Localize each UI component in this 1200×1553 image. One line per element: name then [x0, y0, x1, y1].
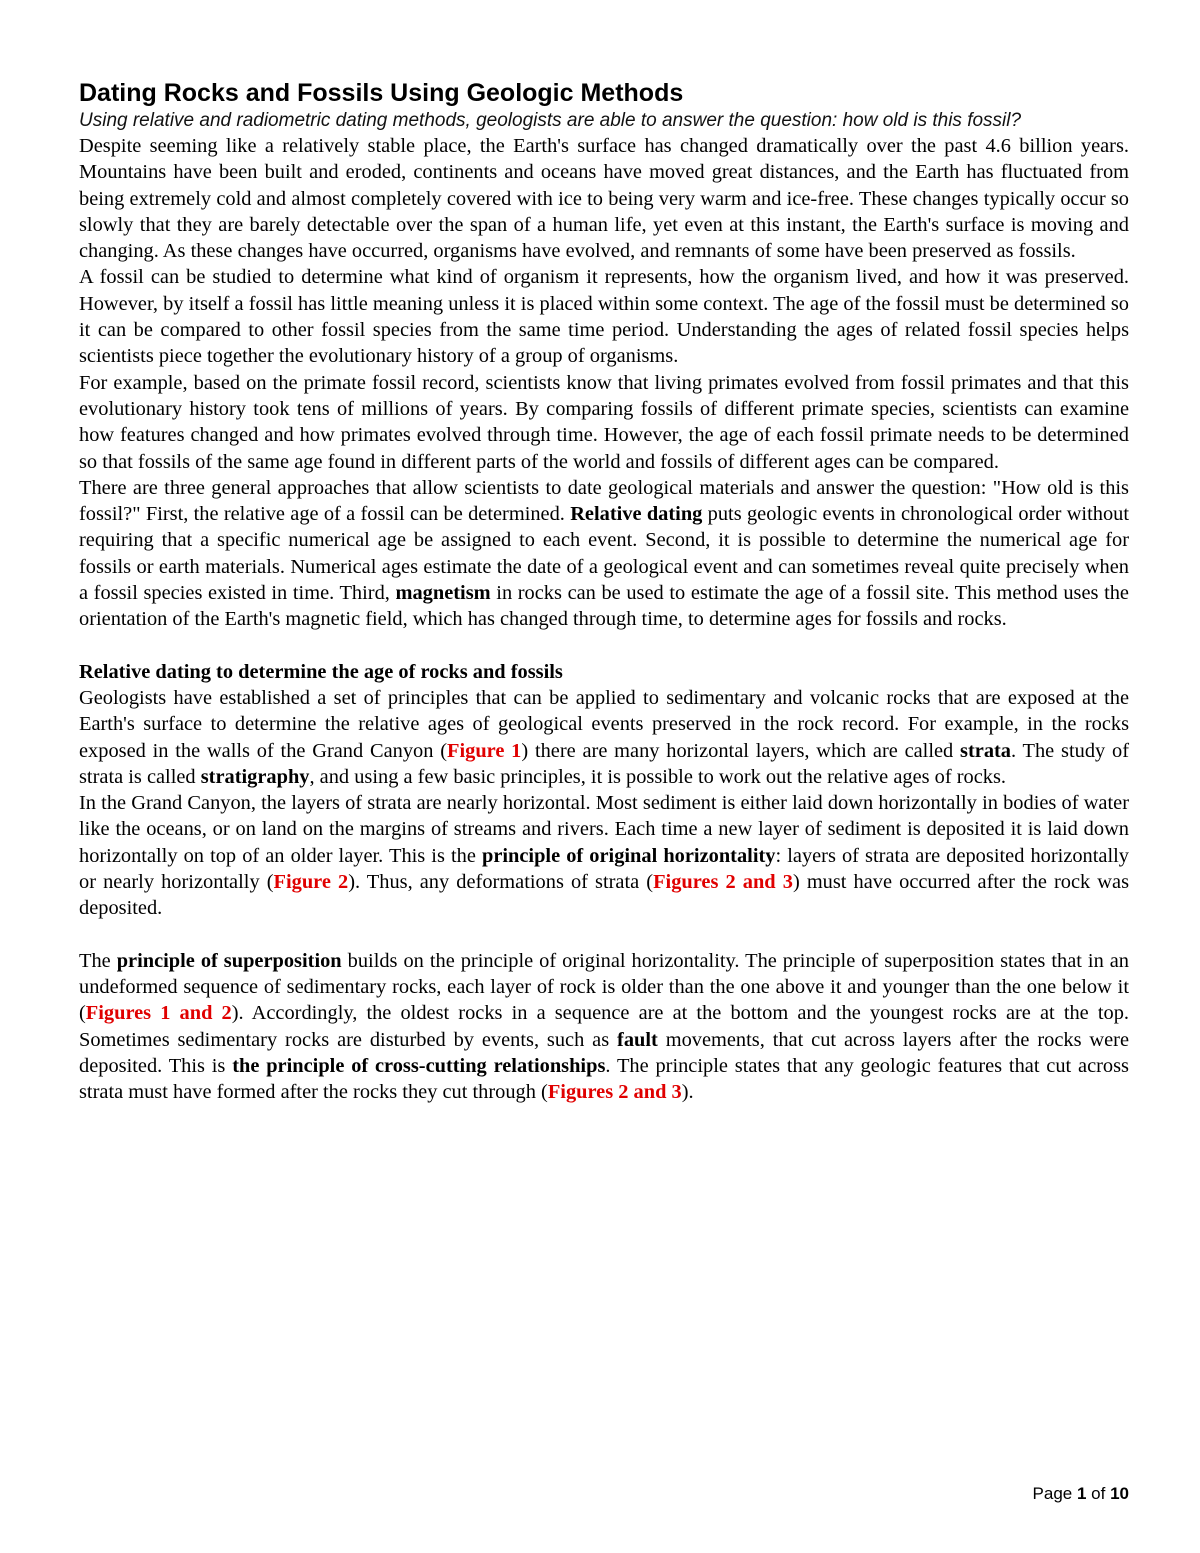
- section-heading: Relative dating to determine the age of rocks and fossils: [79, 660, 563, 683]
- footer-of-label: of: [1086, 1484, 1111, 1503]
- term-stratigraphy: stratigraphy: [200, 765, 310, 788]
- paragraph-grand-canyon: [79, 685, 1129, 790]
- term-strata: strata: [960, 739, 1012, 762]
- term-magnetism: magnetism: [395, 582, 491, 605]
- page-footer: [1033, 1483, 1129, 1505]
- paragraph-dating-approaches: [79, 475, 1129, 633]
- footer-total-pages: 10: [1110, 1484, 1129, 1503]
- footer-page-label: Page: [1032, 1484, 1077, 1503]
- footer-page-number: 1: [1076, 1484, 1087, 1503]
- figures-1-and-2-reference[interactable]: Figures 1 and 2: [85, 1002, 232, 1025]
- term-superposition: principle of superposition: [116, 949, 342, 972]
- text-run: ). Thus, any deformations of strata (: [348, 871, 654, 894]
- text-run: In the Grand Canyon, the layers of strata are nearly horizontal. Most sediment is either laid down horizontally in bodies of water like the oceans, or on land on the margins of streams and rivers. Each time a new layer of sediment is deposited it is laid down horizontally on top of an older layer. This is the: [79, 792, 1129, 867]
- paragraph-intro: Despite seeming like a relatively stable place, the Earth's surface has changed dramatically over the past 4.6 billion years. Mountains have been built and eroded, continents and oceans have moved great distances, and the Earth has fluctuated from being extremely cold and almost completely covered with ice to being very warm and ice-free. These changes typically occur so slowly that they are barely detectable over the span of a human life, yet even at this instant, the Earth's surface is moving and changing. As these changes have occurred, organisms have evolved, and remnants of some have been preserved as fossils.: [79, 135, 1129, 263]
- text-run: There are three general approaches that allow scientists to date geological materials and answer the question: "How old is this fossil?" First, the relative age of a fossil can be determined.: [79, 476, 1129, 526]
- paragraph-fossil-context: A fossil can be studied to determine what kind of organism it represents, how the organism lived, and how it was preserved. However, by itself a fossil has little meaning unless it is placed within some context. The age of the fossil must be determined so it can be compared to other fossil species from the same time period. Understanding the ages of related fossil species helps scientists piece together the evolutionary history of a group of organisms.: [79, 266, 1129, 368]
- page-title: Dating Rocks and Fossils Using Geologic Methods: [79, 79, 684, 107]
- spacer: [79, 633, 1129, 659]
- text-run: in rocks can be used to estimate the age of a fossil site. This method uses the orientation of the Earth's magnetic field, which has changed through time, to determine ages for fossils and rocks.: [79, 582, 1129, 631]
- figure-1-reference[interactable]: Figure 1: [447, 739, 522, 762]
- text-run: builds on the principle of original horizontality. The principle of superposition states that in an undeformed sequence of sedimentary rocks, each layer of rock is older than the one above it and younger than the one below it (: [79, 949, 1129, 1025]
- text-run: : layers of strata are deposited horizontally or nearly horizontally (: [79, 844, 1129, 894]
- text-run: ) must have occurred after the rock was deposited.: [79, 871, 1129, 920]
- figures-2-and-3-reference[interactable]: Figures 2 and 3: [547, 1081, 682, 1104]
- term-cross-cutting: the principle of cross-cutting relationships: [232, 1054, 606, 1077]
- figure-2-reference[interactable]: Figure 2: [273, 871, 349, 894]
- text-run: ). Accordingly, the oldest rocks in a sequence are at the bottom and the youngest rocks are at the top. Sometimes sedimentary rocks are disturbed by events, such as: [79, 1002, 1129, 1051]
- text-run: Geologists have established a set of principles that can be applied to sedimentary and volcanic rocks that are exposed at the Earth's surface to determine the relative ages of geological events preserved in the rock record. For example, in the rocks exposed in the walls of the Grand Canyon (: [79, 686, 1129, 762]
- paragraph-primate-example: For example, based on the primate fossil record, scientists know that living primates evolved from fossil primates and that this evolutionary history took tens of millions of years. By comparing fossils of different primate species, scientists can examine how features changed and how primates evolved through time. However, the age of each fossil primate needs to be determined so that fossils of the same age found in different parts of the world and fossils of different ages can be compared.: [79, 371, 1129, 473]
- text-run: movements, that cut across layers after the rocks were deposited. This is: [79, 1028, 1129, 1077]
- paragraph-superposition: [79, 948, 1129, 1106]
- text-run: . The principle states that any geologic features that cut across strata must have formed after the rocks they cut through (: [79, 1054, 1129, 1104]
- term-fault: fault: [617, 1028, 658, 1051]
- spacer: [79, 922, 1129, 948]
- text-run: puts geologic events in chronological order without requiring that a specific numerical age be assigned to each event. Second, it is possible to determine the numerical age for fossils or earth materials. Numerical ages estimate the date of a geological event and can sometimes reveal quite precisely when a fossil species existed in time. Third,: [79, 503, 1130, 605]
- text-run: The: [79, 949, 117, 972]
- term-original-horizontality: principle of original horizontality: [481, 844, 776, 867]
- text-run: ) there are many horizontal layers, which are called: [521, 739, 961, 762]
- document-page: [79, 78, 1129, 1105]
- text-run: ).: [681, 1081, 694, 1104]
- paragraph-horizontality: [79, 790, 1129, 921]
- term-relative-dating: Relative dating: [570, 503, 703, 526]
- figures-2-and-3-reference[interactable]: Figures 2 and 3: [653, 871, 793, 894]
- text-run: , and using a few basic principles, it is possible to work out the relative ages of rocks.: [309, 765, 1007, 788]
- text-run: . The study of strata is called: [79, 739, 1129, 788]
- page-subtitle: Using relative and radiometric dating methods, geologists are able to answer the question: how old is this fossil?: [79, 110, 1022, 131]
